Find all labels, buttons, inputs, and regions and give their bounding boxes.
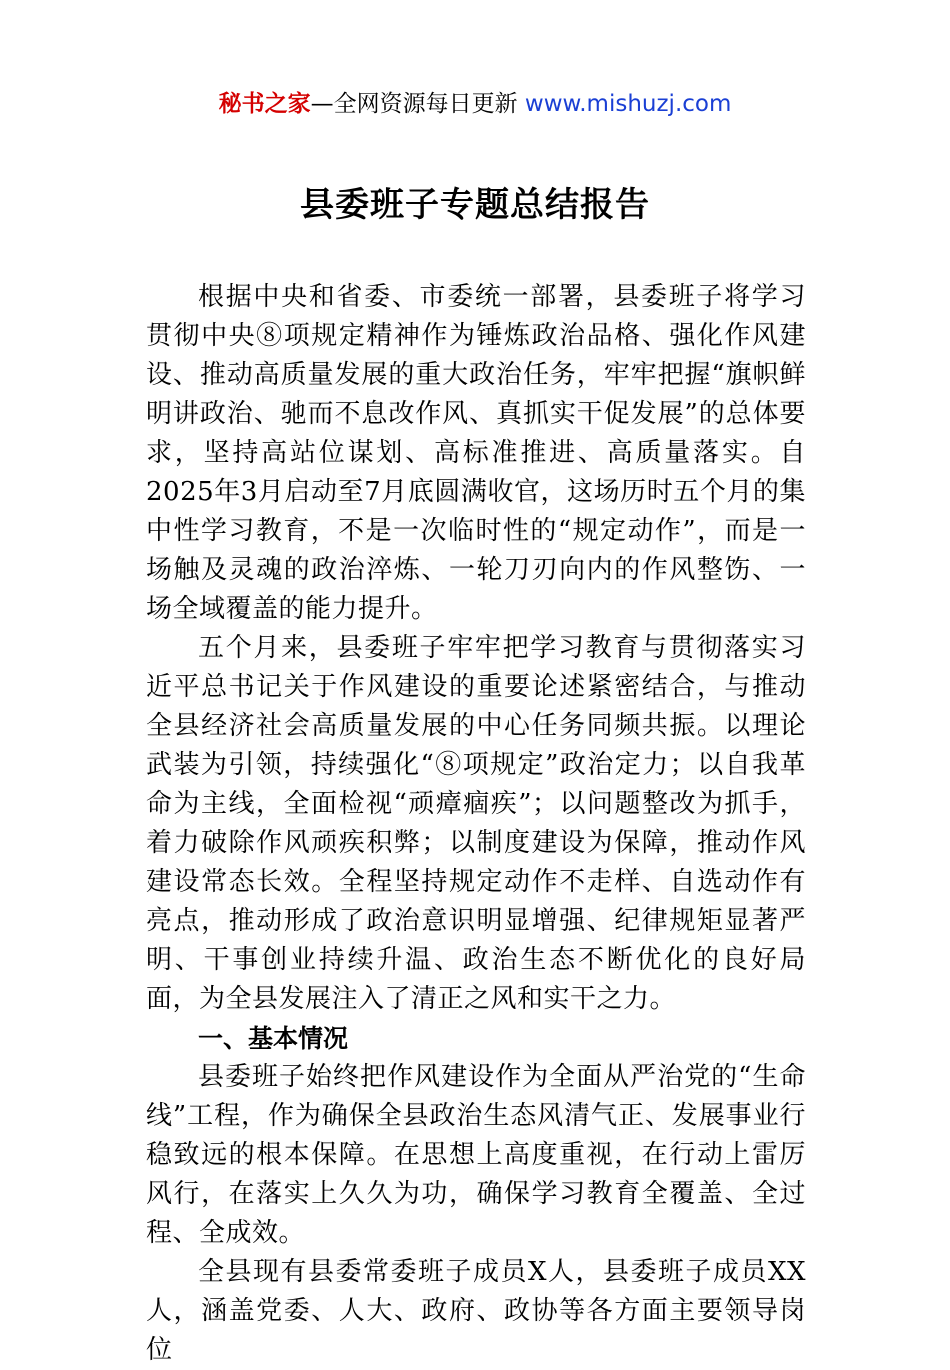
section-1-paragraph-1: 县委班子始终把作风建设作为全面从严治党的“生命线”工程，作为确保全县政治生态风清气正、发展事业行稳致远的根本保障。在思想上高度重视，在行动上雷厉风行，在落实上久久为功，确保学习教育全覆盖、全过程、全成效。 xyxy=(146,1062,806,1248)
intro-paragraph-1: 根据中央和省委、市委统一部署，县委班子将学习贯彻中央⑧项规定精神作为锤炼政治品格、强化作风建设、推动高质量发展的重大政治任务，牢牢把握“旗帜鲜明讲政治、驰而不息改作风、真抓实干促发展”的总体要求，坚持高站位谋划、高标准推进、高质量落实。自2025年3月启动至7月底圆满收官，这场历时五个月的集中性学习教育，不是一次临时性的“规定动作”，而是一场触及灵魂的政治淬炼、一轮刀刃向内的作风整饬、一场全域覆盖的能力提升。 xyxy=(146,282,806,624)
intro-paragraph-2: 五个月来，县委班子牢牢把学习教育与贯彻落实习近平总书记关于作风建设的重要论述紧密结合，与推动全县经济社会高质量发展的中心任务同频共振。以理论武装为引领，持续强化“⑧项规定”政治定力；以自我革命为主线，全面检视“顽瘴痼疾”；以问题整改为抓手，着力破除作风顽疾积弊；以制度建设为保障，推动作风建设常态长效。全程坚持规定动作不走样、自选动作有亮点，推动形成了政治意识明显增强、纪律规矩显著严明、干事创业持续升温、政治生态不断优化的良好局面，为全县发展注入了清正之风和实干之力。 xyxy=(146,633,806,1014)
document-title: 县委班子专题总结报告 xyxy=(300,185,650,225)
header-tagline: —全网资源每日更新 xyxy=(310,91,525,117)
brand-name: 秘书之家 xyxy=(218,91,311,117)
page-header xyxy=(0,86,950,122)
site-url: www.mishuzj.com xyxy=(524,91,732,117)
section-heading-basic-situation: 一、基本情况 xyxy=(198,1024,349,1053)
section-1-paragraph-2: 全县现有县委常委班子成员X人，县委班子成员XX人，涵盖党委、人大、政府、政协等各方面主要领导岗位 xyxy=(146,1257,806,1365)
document-body xyxy=(146,278,806,1370)
